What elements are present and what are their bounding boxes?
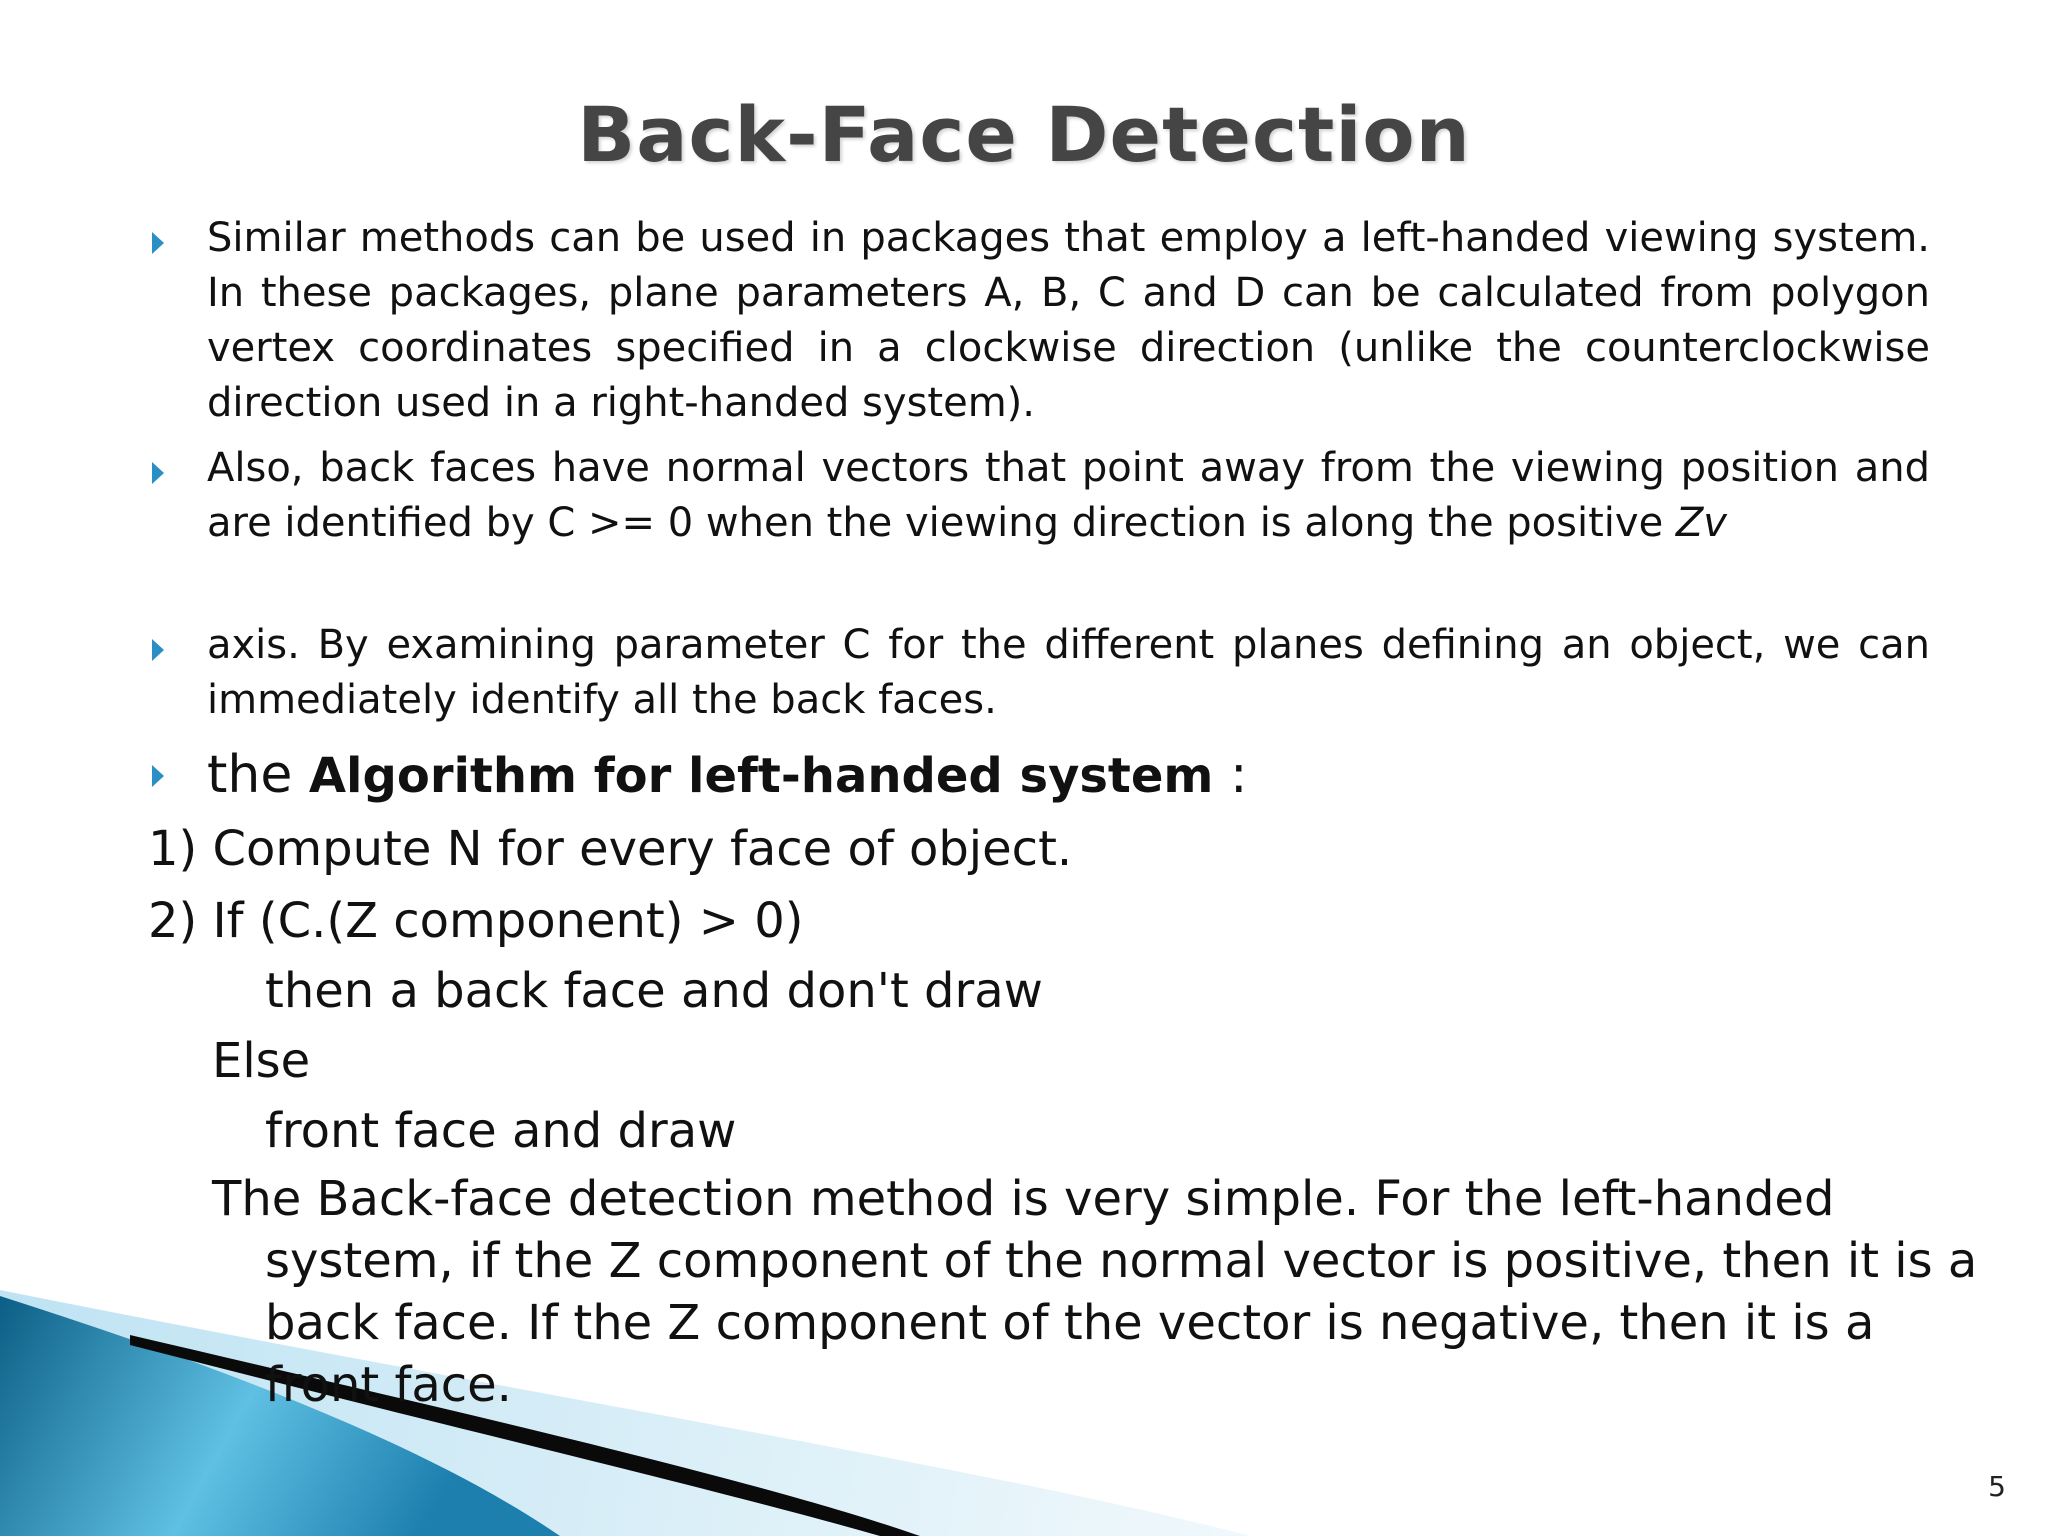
algorithm-step-1: 1) Compute N for every face of object. [148, 821, 1073, 877]
bullet-text-2-italic: Zv [1675, 500, 1727, 546]
algorithm-heading-bold: Algorithm for left-handed system [308, 748, 1214, 804]
algorithm-summary: The Back-face detection method is very simple. For the left-handed system, if the Z component of the normal vector is positive, then it is a back face. If the Z component of the vector is negative, then it is a front face. [212, 1171, 1978, 1413]
algorithm-step-2-then: then a back face and don't draw [265, 963, 1043, 1019]
slide-title: Back-Face Detection [577, 90, 1471, 179]
bullet-arrow-icon [150, 462, 174, 486]
bullet-text-3: axis. By examining parameter C for the different planes defining an object, we can immediately identify all the back faces. [207, 622, 1930, 723]
bullet-text-2 [207, 441, 1930, 551]
bullet-text-1: Similar methods can be used in packages that employ a left-handed viewing system. In these packages, plane parameters A, B, C and D can be calculated from polygon vertex coordinates specified in a clockwise direction (unlike the counterclockwise direction used in a right-handed system). [207, 215, 1930, 426]
algorithm-else-action: front face and draw [265, 1103, 737, 1159]
page-number: 5 [1988, 1470, 2006, 1503]
algorithm-step-2: 2) If (C.(Z component) > 0) [148, 893, 804, 949]
bullet-arrow-icon [150, 232, 174, 256]
algorithm-heading [207, 742, 1248, 809]
algorithm-else-label: Else [212, 1033, 311, 1089]
bullet-text-2-main: Also, back faces have normal vectors that point away from the viewing position and are identified by C >= 0 when the viewing direction is along the positive [207, 445, 1930, 546]
algorithm-heading-prefix: the [207, 745, 309, 805]
bullet-arrow-icon [150, 765, 174, 789]
bullet-arrow-icon [150, 639, 174, 663]
algorithm-heading-suffix: : [1213, 745, 1248, 805]
